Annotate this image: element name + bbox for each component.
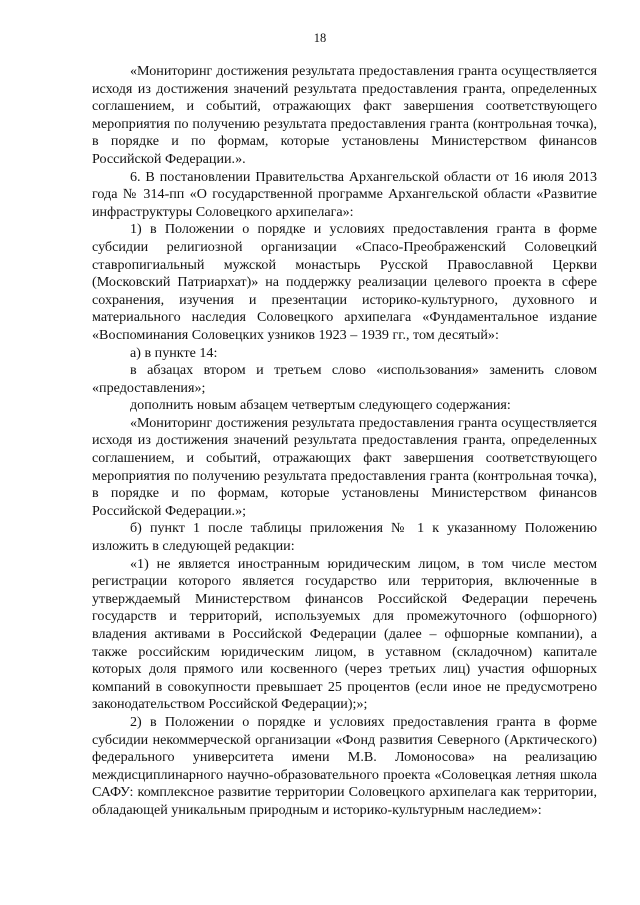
paragraph-add-abzats: дополнить новым абзацем четвертым следующего содержания: (130, 397, 511, 414)
paragraph-subitem-a: а) в пункте 14: (130, 344, 218, 361)
paragraph-offshore-requirement: «1) не является иностранным юридическим лицом, в том числе местом регистрации которого является государство или территория, включенные в утверждаемый Министерством финансов Российской Федерации перечень государств и территорий, используемых для промежуточного (офшорного) владения активами в Российской Федерации (далее – офшорные компании), а также российским юридическим лицом, в уставном (складочном) капитале которых доля прямого или косвенного (через третьих лиц) участия офшорных компаний в совокупности превышает 25 процентов (если иное не предусмотрено законодательством Российской Федерации);»; (92, 555, 597, 713)
paragraph-subitem-2: 2) в Положении о порядке и условиях предоставления гранта в форме субсидии некоммерческой организации «Фонд развития Северного (Арктического) федерального университета имени М.В. Ломоносова» на реализацию междисциплинарного научно-образовательного проекта «Соловецкая летняя школа САФУ: комплексное развитие территории Соловецкого архипелага как территории, обладающей уникальным природным и историко-культурным наследием»: (92, 713, 597, 818)
paragraph-monitoring-quote-1: «Мониторинг достижения результата предоставления гранта осуществляется исходя из достижения значений результата предоставления гранта, определенных соглашением, и событий, отражающих факт завершения соответствующего мероприятия по получению результата предоставления гранта (контрольная точка), в порядке и по формам, которые установлены Министерством финансов Российской Федерации.». (92, 63, 597, 167)
paragraph-item-6: 6. В постановлении Правительства Архангельской области от 16 июля 2013 года № 314-пп «О государственной программе Архангельской области «Развитие инфраструктуры Соловецкого архипелага»: (92, 168, 597, 220)
page-number: 18 (313, 31, 327, 45)
paragraph-monitoring-quote-2: «Мониторинг достижения результата предоставления гранта осуществляется исходя из достижения значений результата предоставления гранта, определенных соглашением, и событий, отражающих факт завершения соответствующего мероприятия по получению результата предоставления гранта (контрольная точка), в порядке и по формам, которые установлены Министерством финансов Российской Федерации.»; (92, 414, 597, 519)
paragraph-subitem-1: 1) в Положении о порядке и условиях предоставления гранта в форме субсидии религиозной организации «Спасо-Преображенский Соловецкий ставропигиальный мужской монастырь Русской Православной Церкви (Московский Патриархат)» на поддержку реализации целевого проекта в сфере сохранения, изучения и презентации историко-культурного, духовного и материального наследия Соловецкого архипелага «Фундаментальное издание «Воспоминания Соловецких узников 1923 – 1939 гг., том десятый»: (92, 221, 597, 343)
paragraph-replace-word: в абзацах втором и третьем слово «использования» заменить словом «предоставления»; (92, 362, 597, 396)
paragraph-subitem-b: б) пункт 1 после таблицы приложения № 1 к указанному Положению изложить в следующей редакции: (92, 520, 597, 555)
document-body (92, 63, 597, 820)
